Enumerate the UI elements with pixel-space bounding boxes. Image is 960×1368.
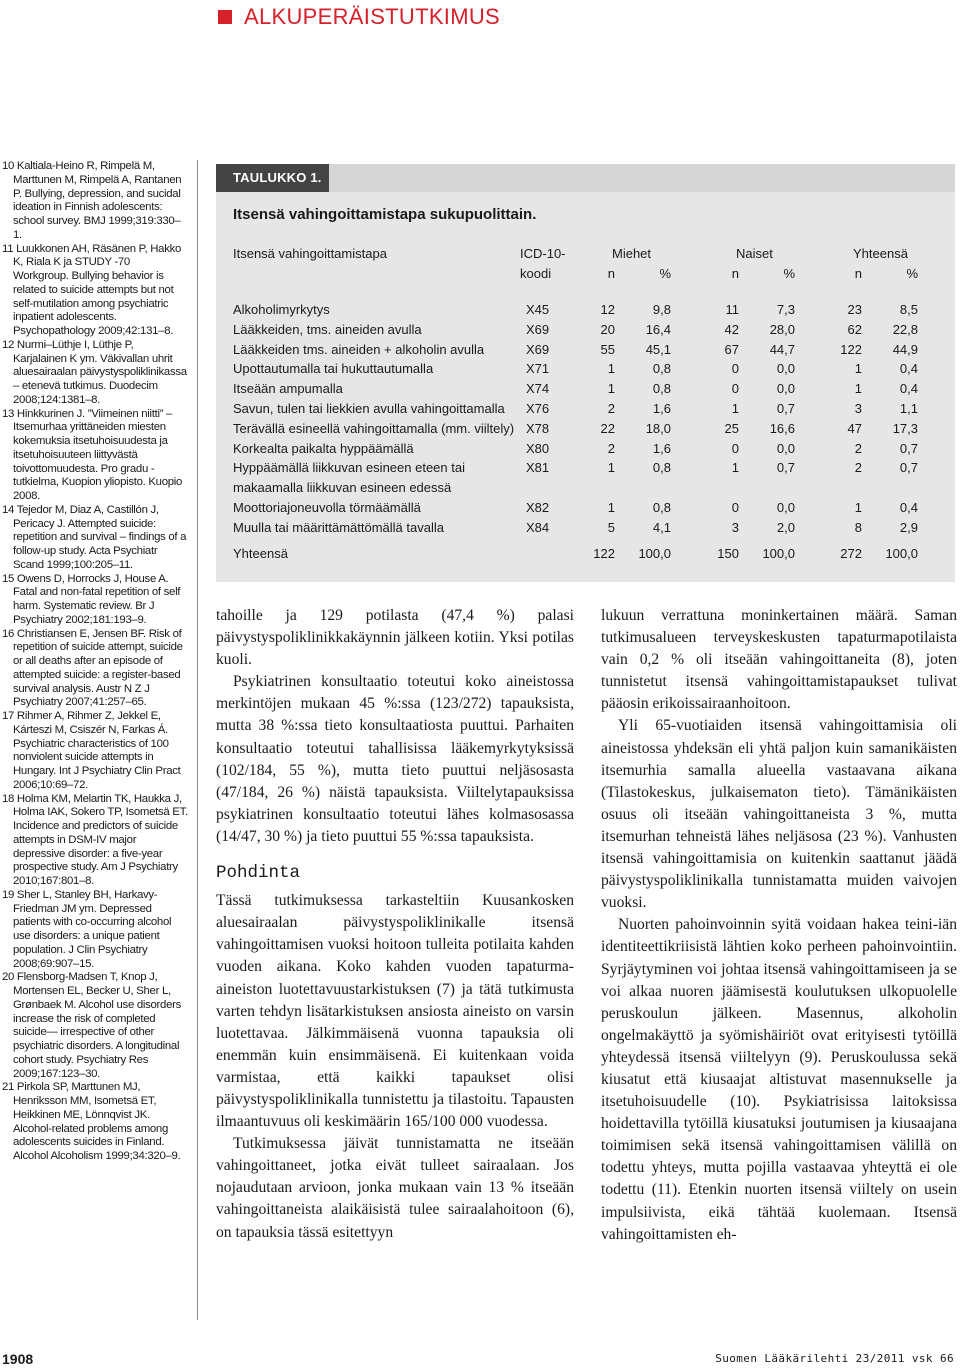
table-cell-nn: 1 <box>731 460 739 476</box>
reference-item: 12 Nurmi–Lüthje I, Lüthje P, Karjalainen K ym. Väkivallan uhrit aluesairaalan päivystyspoliklinikassa – etenevä tutkimus. Duodecim 2008;124:1381–8. <box>2 338 187 406</box>
table-label: TAULUKKO 1. <box>216 164 329 192</box>
reference-list <box>2 160 188 1164</box>
table-1 <box>216 164 955 582</box>
table-cell-icd: X84 <box>526 519 550 535</box>
header-total-pct: % <box>906 266 918 281</box>
reference-item: 11 Luukkonen AH, Räsänen P, Hakko K, Riala K ja STUDY -70 Workgroup. Bullying behavior is related to suicide attempts but not self-mutilation among psychiatric inpatient adolescents. Psychopathology 2009;42:131–8. <box>2 242 182 337</box>
table-cell-yn: 3 <box>854 401 862 416</box>
section-heading: Pohdinta <box>216 863 301 884</box>
table-cell-mp: 1,6 <box>652 440 671 456</box>
paragraph: tahoille ja 129 potilasta (47,4 %) palasi päivystyspoliklinikkakäynnin jälkeen kotiin. Yksi potilas kuoli. <box>216 607 574 669</box>
reference-item: 14 Tejedor M, Diaz A, Castillón J, Pericacy J. Attempted suicide: repetition and survival – findings of a follow-up study. Acta Psychiatr Scand 1999;100:205–11. <box>2 503 187 571</box>
table-cell-name: Korkealta paikalta hyppäämällä <box>233 440 414 456</box>
table-row <box>216 518 955 538</box>
table-cell-nn: 0 <box>731 440 739 456</box>
paragraph: Psykiatrinen konsultaatio toteutui koko aineistossa merkintöjen mukaan 45 %:ssa (123/272) tapauksista, mutta 38 %:ssa tieto konsultaatiosta puuttui. Parhaiten konsultaatio toteutui tahallisissa lääkemyrkytyksissä (102/184, 55 %), mutta tieto puuttui neljäsosasta (47/184, 26 %) näistä tapauksista. Viiltelytapauksissa psykiatrinen konsultaatio toteutui lähes kolmasosassa (14/47, 30 %) ja tieto puuttui 55 %:ssa tapauksista. <box>216 673 574 845</box>
table-cell-icd: X76 <box>526 401 550 416</box>
reference-item: 18 Holma KM, Melartin TK, Haukka J, Holma IAK, Sokero TP, Isometsä ET. Incidence and predictors of suicide attempts in DSM-IV major depressive disorder: a five-year prospective study. Am J Psychiatry 2010;167:801–8. <box>2 792 188 887</box>
table-cell-mn: 5 <box>607 519 615 535</box>
table-cell-nn: 42 <box>724 321 739 337</box>
table-cell-np: 28,0 <box>769 321 795 337</box>
table-row <box>216 359 955 379</box>
table-total-row <box>216 544 955 564</box>
table-cell-mp: 0,8 <box>652 381 671 397</box>
table-cell-yn: 2 <box>854 440 862 456</box>
body-column-middle <box>216 605 574 1244</box>
table-label-bar <box>329 164 955 192</box>
total-all-n: 272 <box>840 546 862 561</box>
table-cell-np: 0,7 <box>776 460 795 476</box>
table-cell-name: makaamalla liikkuvan esineen edessä <box>233 480 452 496</box>
table-cell-name: Lääkkeiden tms. aineiden + alkoholin avulla <box>233 341 485 357</box>
reference-item: 19 Sher L, Stanley BH, Harkavy-Friedman JM ym. Depressed patients with co-occurring alcohol use disorders: a unique patient population. J Clin Psychiatry 2008;69:907–15. <box>2 888 172 970</box>
table-cell-name: Alkoholimyrkytys <box>233 302 330 317</box>
table-cell-icd: X71 <box>526 361 550 377</box>
table-cell-name: Moottoriajoneuvolla törmäämällä <box>233 500 421 515</box>
table-cell-yp: 44,9 <box>892 341 918 357</box>
total-women-pct: 100,0 <box>762 546 795 561</box>
table-cell-np: 2,0 <box>776 519 795 535</box>
table-cell-mn: 1 <box>607 500 615 515</box>
paragraph: Tutkimuksessa jäivät tunnistamatta ne itseään vahingoittaneet, jotka eivät tulleet sairaalaan. Jos nojaudutaan arvioon, jonka mukaan vain 13 % itseään vahingoittaneista alaikäisistä tulee sairaalahoitoon (6), on tapauksia tässä esitettyyn <box>216 1135 574 1241</box>
table-cell-mn: 1 <box>607 381 615 397</box>
table-cell-name: Lääkkeiden, tms. aineiden avulla <box>233 321 422 337</box>
table-cell-yp: 8,5 <box>899 302 918 317</box>
table-cell-yp: 0,4 <box>899 500 918 515</box>
paragraph: lukuun verrattuna moninkertainen määrä. Saman tutkimusalueen terveyskeskusten tapaturmapotilaista vain 0,2 % oli itseään vahingoittaneita (8), joten tunnistetut itsensä vahingoittamistapaukset tulivat pääosin erikoissairaanhoitoon. <box>601 607 957 713</box>
table-cell-name: Terävällä esineellä vahingoittamalla (mm. viiltely) <box>233 420 515 436</box>
table-cell-yn: 1 <box>854 381 862 397</box>
table-cell-np: 44,7 <box>769 341 795 357</box>
table-cell-mp: 0,8 <box>652 460 671 476</box>
table-cell-icd: X45 <box>526 302 550 317</box>
header-icd-code: koodi <box>520 266 552 281</box>
table-row <box>216 498 955 518</box>
table-cell-name: Hyppäämällä liikkuvan esineen eteen tai <box>233 460 465 476</box>
table-cell-np: 0,0 <box>776 381 795 397</box>
table-cell-nn: 3 <box>731 519 739 535</box>
reference-item: 10 Kaltiala-Heino R, Rimpelä M, Marttunen M, Rimpelä A, Rantanen P. Bullying, depression, and sucidal ideation in Finnish adolescents: school survey. BMJ 1999;319:330–1. <box>2 160 182 241</box>
table-cell-mn: 20 <box>600 321 615 337</box>
table-cell-mp: 18,0 <box>645 420 671 436</box>
reference-item: 16 Christiansen E, Jensen BF. Risk of repetition of suicide attempt, suicide or all deaths after an episode of attempted suicide: a register-based survival analysis. Austr N Z J Psychiatry 2007;41:257–65. <box>2 627 183 709</box>
table-cell-np: 0,0 <box>776 361 795 377</box>
table-caption: Itsensä vahingoittamistapa sukupuolittain. <box>233 206 537 223</box>
table-row <box>216 419 955 439</box>
table-cell-yp: 22,8 <box>892 321 918 337</box>
paragraph: Nuorten pahoinvoinnin syitä voidaan hakea teini-iän identiteettikriisistä lähtien koko perheen pahoinvointiin. Syrjäytyminen voi johtaa itsensä vahingoittamiseen ja se voi alkaa nuoren jäämisestä koulutuksen ulkopuolelle peruskoulun jälkeen. Masennus, alkoholin ongelmakäyttö ja syömishäiriöt ovat erityisesti tytöillä yhteydessä itsensä viiltelyyn (9). Peruskoulussa sekä kiusatut että kiusaajat altistuvat masennukselle ja itsetuhoisuudelle (10). Psykiatrisissa laitoksissa hoidettavilla tytöillä kiusatuksi joutumisen ja kiusaajana toimimisen sekä itsensä vahingoittamisen välillä on todettu yhteys, mutta pojilla vastaavaa yhteyttä ei ole todettu (11). Etenkin nuorten itsensä viiltely on usein impulsiivista, eikä tähtää kuolemaan. Itsensä vahingoittamisten eh- <box>601 916 957 1243</box>
table-cell-mn: 12 <box>600 302 615 317</box>
table-cell-yp: 2,9 <box>899 519 918 535</box>
journal-footer: Suomen Lääkärilehti 23/2011 vsk 66 <box>715 1352 954 1365</box>
table-cell-name: Muulla tai määrittämättömällä tavalla <box>233 519 444 535</box>
header-total-n: n <box>854 266 862 281</box>
table-cell-yp: 0,7 <box>899 460 918 476</box>
total-women-n: 150 <box>717 546 739 561</box>
table-cell-nn: 25 <box>724 420 739 436</box>
table-cell-yn: 2 <box>854 460 862 476</box>
header-women-n: n <box>731 266 739 281</box>
table-cell-mn: 2 <box>607 401 615 416</box>
table-cell-name: Savun, tulen tai liekkien avulla vahingoittamalla <box>233 401 505 416</box>
table-row <box>216 439 955 459</box>
table-cell-icd: X69 <box>526 341 550 357</box>
table-cell-nn: 0 <box>731 381 739 397</box>
table-cell-mp: 0,8 <box>652 500 671 515</box>
table-cell-yn: 1 <box>854 500 862 515</box>
table-cell-yn: 1 <box>854 361 862 377</box>
table-row <box>216 379 955 399</box>
table-cell-mn: 22 <box>600 420 615 436</box>
table-cell-np: 7,3 <box>776 302 795 317</box>
paragraph: Yli 65-vuotiaiden itsensä vahingoittamisia oli aineistossa yhdeksän eli yhtä paljon kuin samanikäisten itsemurhia samalla alueella vastaavana aikana (Tilastokeskus, julkaisematon tieto). Tämänikäisten osuus oli itseään vahingoittaneista 3 %, mutta itsemurhan tehneistä lähes neljäsosa (23 %). Vanhusten itsensä vahingoittamisia on kuitenkin saattanut jäädä päivystyspoliklinikalla tunnistamatta muiden vaivojen vuoksi. <box>601 717 957 912</box>
table-row <box>216 320 955 340</box>
total-all-pct: 100,0 <box>885 546 918 561</box>
table-row <box>216 478 955 498</box>
table-cell-yn: 8 <box>854 519 862 535</box>
table-cell-mp: 16,4 <box>645 321 671 337</box>
table-cell-yp: 0,4 <box>899 381 918 397</box>
table-cell-nn: 11 <box>725 302 739 317</box>
table-cell-mn: 2 <box>607 440 615 456</box>
paragraph: Tässä tutkimuksessa tarkasteltiin Kuusankosken aluesairaalan päivystyspoliklinikalle itsensä vahingoittamisen vuoksi hoitoon tulleita potilaita kahden vuoden aikana. Koko kahden vuoden tapaturma-aineiston luotettavuustarkistuksen (7) ja tätä tutkimusta varten tehdyn lisätarkistuksen ansiosta aineisto on varsin luotettavaa. Jälkimmäisenä vuonna tapauksia oli enemmän kuin ensimmäisenä. Ei kuitenkaan voida varmistaa, että kaikki tapaukset olisi päivystyspoliklinikalla tunnistettu ja tilastoitu. Tapausten ilmaantuvuus oli keskimäärin 165/100 000 vuodessa. <box>216 892 574 1131</box>
table-cell-np: 0,0 <box>776 440 795 456</box>
total-label: Yhteensä <box>233 546 288 561</box>
table-cell-nn: 0 <box>731 361 739 377</box>
table-cell-yn: 23 <box>847 302 862 317</box>
table-cell-icd: X78 <box>526 420 550 436</box>
table-cell-icd: X81 <box>526 460 550 476</box>
table-cell-yp: 0,4 <box>899 361 918 377</box>
section-title: ALKUPERÄISTUTKIMUS <box>244 4 501 29</box>
header-women: Naiset <box>736 246 773 261</box>
table-header-row-2 <box>216 264 955 284</box>
table-cell-icd: X82 <box>526 500 550 515</box>
body-column-right <box>601 605 957 1246</box>
table-cell-yn: 122 <box>840 341 862 357</box>
reference-item: 20 Flensborg-Madsen T, Knop J, Mortensen EL, Becker U, Sher L, Grønbaek M. Alcohol use disorders increase the risk of completed suicide— irrespective of other psychiatric disorders. A longitudinal cohort study. Psychiatry Res 2009;167:123–30. <box>2 971 182 1080</box>
header-men: Miehet <box>612 246 652 261</box>
header-icd: ICD-10- <box>520 246 566 261</box>
table-cell-mp: 0,8 <box>652 361 671 377</box>
table-cell-yn: 47 <box>847 420 862 436</box>
table-cell-name: Itseään ampumalla <box>233 381 343 397</box>
table-cell-mp: 4,1 <box>652 519 671 535</box>
header-method: Itsensä vahingoittamistapa <box>233 246 387 261</box>
reference-item: 17 Rihmer A, Rihmer Z, Jekkel E, Kárteszi M, Csiszér N, Farkas Á. Psychiatric characteristics of 100 nonviolent suicide attempts in Hungary. Int J Psychiatry Clin Pract 2006;10:69–72. <box>2 710 181 791</box>
table-cell-yp: 17,3 <box>892 420 918 436</box>
table-cell-np: 16,6 <box>769 420 795 436</box>
column-divider <box>197 160 198 1320</box>
table-cell-mp: 1,6 <box>652 401 671 416</box>
reference-item: 13 Hinkkurinen J. ”Viimeinen niitti” – Itsemurhaa yrittäneiden miesten kokemuksia itsetuhoisuudesta ja itsetuhoisuuteen liittyvästä toivottomuudesta. Pro gradu -tutkielma, Kuopion yliopisto. Kuopio 2008. <box>2 407 183 502</box>
table-cell-yp: 0,7 <box>899 440 918 456</box>
header-men-pct: % <box>659 266 671 281</box>
table-cell-nn: 0 <box>731 500 739 515</box>
red-square-icon <box>218 10 232 24</box>
table-row <box>216 458 955 478</box>
table-cell-np: 0,0 <box>776 500 795 515</box>
page-number: 1908 <box>2 1351 34 1367</box>
header-men-n: n <box>607 266 615 281</box>
table-row <box>216 399 955 419</box>
reference-item: 21 Pirkola SP, Marttunen MJ, Henriksson MM, Isometsä ET, Heikkinen ME, Lönnqvist JK. Alcohol-related problems among adolescents suicides in Finland. Alcohol Alcoholism 1999;34:320–9. <box>2 1081 181 1162</box>
section-header <box>218 4 500 30</box>
table-cell-nn: 1 <box>731 401 739 416</box>
table-cell-mp: 45,1 <box>645 341 671 357</box>
table-cell-mn: 1 <box>607 460 615 476</box>
reference-item: 15 Owens D, Horrocks J, House A. Fatal and non-fatal repetition of self harm. Systematic review. Br J Psychiatry 2002;181:193–9. <box>2 572 181 626</box>
table-cell-name: Upottautumalla tai hukuttautumalla <box>233 361 434 377</box>
table-cell-icd: X80 <box>526 440 550 456</box>
table-cell-yn: 62 <box>847 321 862 337</box>
table-cell-icd: X69 <box>526 321 550 337</box>
total-men-n: 122 <box>593 546 615 561</box>
header-women-pct: % <box>783 266 795 281</box>
table-row <box>216 300 955 320</box>
table-cell-mp: 9,8 <box>652 302 671 317</box>
table-cell-mn: 55 <box>600 341 615 357</box>
table-cell-np: 0,7 <box>776 401 795 416</box>
table-header-row-1 <box>216 244 955 264</box>
total-men-pct: 100,0 <box>638 546 671 561</box>
header-total: Yhteensä <box>853 246 908 261</box>
table-cell-yp: 1,1 <box>899 401 918 416</box>
table-cell-mn: 1 <box>607 361 615 377</box>
table-cell-nn: 67 <box>724 341 739 357</box>
table-row <box>216 340 955 360</box>
table-cell-icd: X74 <box>526 381 550 397</box>
